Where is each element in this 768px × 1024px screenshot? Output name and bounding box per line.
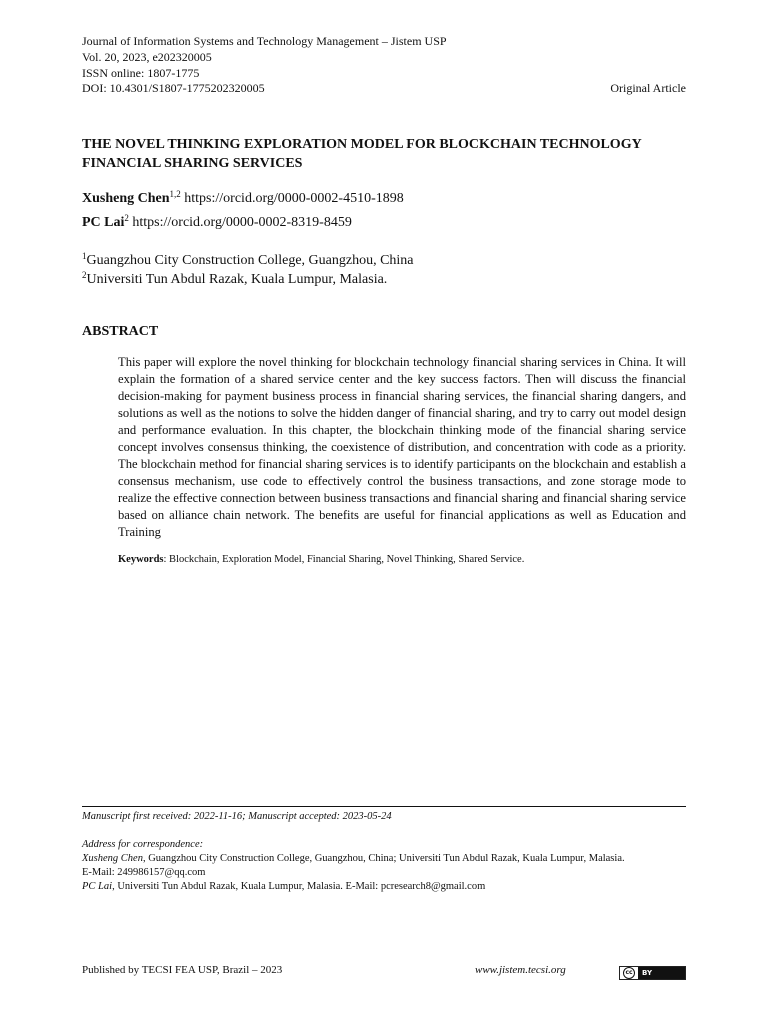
correspondence-author2-name: PC Lai	[82, 881, 113, 892]
affiliation-marker: 2	[82, 270, 87, 280]
keywords-list: : Blockchain, Exploration Model, Financial Sharing, Novel Thinking, Shared Service.	[163, 554, 525, 565]
manuscript-dates	[82, 810, 392, 824]
manuscript-dates-text: Manuscript first received: 2022-11-16; Manuscript accepted: 2023-05-24	[82, 811, 392, 822]
creative-commons-icon: cc	[623, 967, 635, 979]
affiliation-marker: 1	[82, 251, 87, 261]
abstract-heading: ABSTRACT	[82, 324, 159, 339]
journal-name: Journal of Information Systems and Technology Management – Jistem USP	[82, 34, 447, 48]
author-line	[82, 214, 352, 232]
footnote-divider	[82, 806, 686, 807]
affiliation	[82, 252, 414, 270]
journal-issn: ISSN online: 1807-1775	[82, 66, 200, 80]
article-doi: DOI: 10.4301/S1807-1775202320005	[82, 81, 265, 95]
correspondence-author1	[82, 852, 625, 866]
article-type: Original Article	[610, 81, 686, 95]
author-name: Xusheng Chen	[82, 191, 170, 206]
correspondence-heading	[82, 838, 203, 852]
correspondence-author2	[82, 880, 485, 894]
cc-icon-area	[620, 967, 638, 979]
affiliation	[82, 271, 387, 289]
author-name: PC Lai	[82, 215, 125, 230]
journal-volume: Vol. 20, 2023, e202320005	[82, 50, 212, 64]
publisher-line: Published by TECSI FEA USP, Brazil – 2023	[82, 964, 283, 976]
affiliation-text: Guangzhou City Construction College, Guangzhou, China	[86, 253, 414, 268]
author-orcid-link[interactable]: https://orcid.org/0000-0002-8319-8459	[132, 215, 352, 230]
correspondence-author2-address: , Universiti Tun Abdul Razak, Kuala Lumpur, Malasia. E-Mail: pcresearch8@gmail.com	[112, 881, 486, 892]
author-affiliation-marker: 1,2	[169, 189, 181, 199]
abstract-body: This paper will explore the novel thinking for blockchain technology financial sharing services in China. It will explain the formation of a shared service center and the key success factors. Then will discuss the financial decision-making for payment business process in financial sharing services, the financial sharing dangers, and solutions as well as the notions to solve the hidden danger of financial sharing, and try to carry out model design and performance evaluation. In this chapter, the blockchain thinking mode of the financial sharing service concept involves consensus thinking, the coexistence of distribution, and concentration with code as a priority. The blockchain method for financial sharing services is to identify participants on the blockchain and establish a consensus mechanism, use code to effectively control the business transactions, and zone storage mode to realize the effective connection between business transactions and financial sharing and financial sharing service based on alliance chain network. The benefits are useful for financial applications as well as Education and Training	[118, 355, 687, 539]
affiliation-text: Universiti Tun Abdul Razak, Kuala Lumpur, Malasia.	[86, 272, 388, 287]
correspondence-author1-email[interactable]: E-Mail: 249986157@qq.com	[82, 867, 206, 878]
paper-title: THE NOVEL THINKING EXPLORATION MODEL FOR BLOCKCHAIN TECHNOLOGY FINANCIAL SHARING SERVICES	[82, 137, 642, 171]
correspondence-heading-text: Address for correspondence:	[82, 839, 204, 850]
keywords-label: Keywords	[118, 554, 164, 565]
journal-website-link[interactable]: www.jistem.tecsi.org	[475, 964, 566, 976]
author-affiliation-marker: 2	[124, 213, 129, 223]
license-by-label: BY	[638, 967, 685, 979]
author-orcid-link[interactable]: https://orcid.org/0000-0002-4510-1898	[184, 191, 404, 206]
correspondence-author1-address: , Guangzhou City Construction College, Guangzhou, China; Universiti Tun Abdul Razak, Kuala Lumpur, Malasia.	[142, 853, 625, 864]
author-line	[82, 190, 404, 208]
correspondence-author1-name: Xusheng Chen	[82, 853, 143, 864]
cc-by-license-badge[interactable]	[619, 966, 686, 980]
keywords	[118, 553, 686, 567]
